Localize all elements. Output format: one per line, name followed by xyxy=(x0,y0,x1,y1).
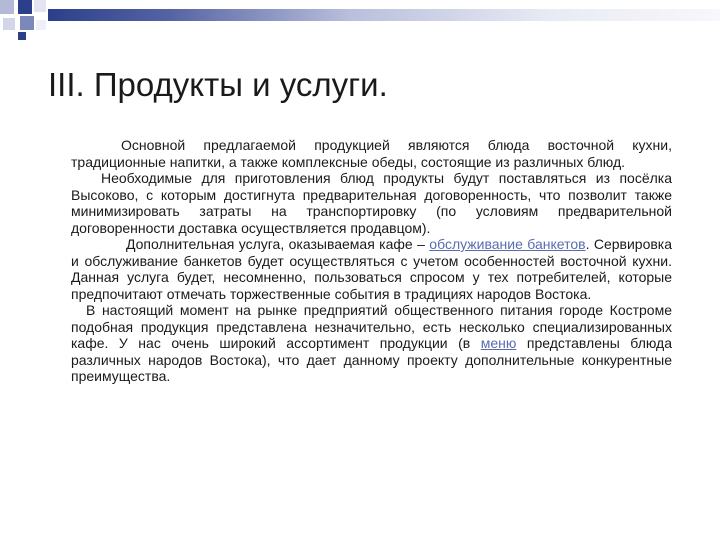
deco-square xyxy=(18,0,32,14)
deco-square xyxy=(3,18,15,30)
paragraph-text: Дополнительная услуга, оказываемая кафе – xyxy=(126,236,430,252)
paragraph-market xyxy=(71,302,672,385)
deco-square xyxy=(0,0,14,14)
deco-square xyxy=(20,16,34,30)
paragraph-additional-service xyxy=(71,236,672,302)
banquet-service-link[interactable]: обслуживание банкетов xyxy=(429,236,586,252)
paragraph-text: представлены блюда различных народов Востока), что дает данному проекту дополнительные конкурентные преимущества. xyxy=(71,335,673,384)
slide-body xyxy=(71,137,672,385)
paragraph-text: В настоящий момент на рынке предприятий общественного питания городе Костроме подобная продукция представлена незначительно, есть несколько специализированных кафе. У нас очень широкий ассортимент продукции (в xyxy=(71,302,672,351)
menu-link[interactable]: меню xyxy=(480,335,517,351)
paragraph-main-products: Основной предлагаемой продукцией являются блюда восточной кухни, традиционные напитки, а также комплексные обеды, состоящие из различных блюд. xyxy=(71,137,672,170)
slide-header-decoration xyxy=(0,0,720,40)
paragraph-supply: Необходимые для приготовления блюд продукты будут поставляться из посёлка Высоково, с которым достигнута предварительная договоренность, что позволит также минимизировать затраты на транспортировку (по условиям предварительной договоренности доставка осуществляется продавцом). xyxy=(71,170,672,236)
deco-square xyxy=(34,0,46,12)
header-gradient-bar xyxy=(48,9,720,21)
slide-title: III. Продукты и услуги. xyxy=(48,66,388,103)
deco-square xyxy=(18,32,26,40)
paragraph-text: . Сервировка и обслуживание банкетов будет осуществляться с учетом особенностей восточной кухни. Данная услуга будет, несомненно, пользоваться спросом у тех потребителей, которые предпочитают отмечать торжественные события в традициях народов Востока. xyxy=(71,236,673,302)
deco-square xyxy=(36,20,46,30)
